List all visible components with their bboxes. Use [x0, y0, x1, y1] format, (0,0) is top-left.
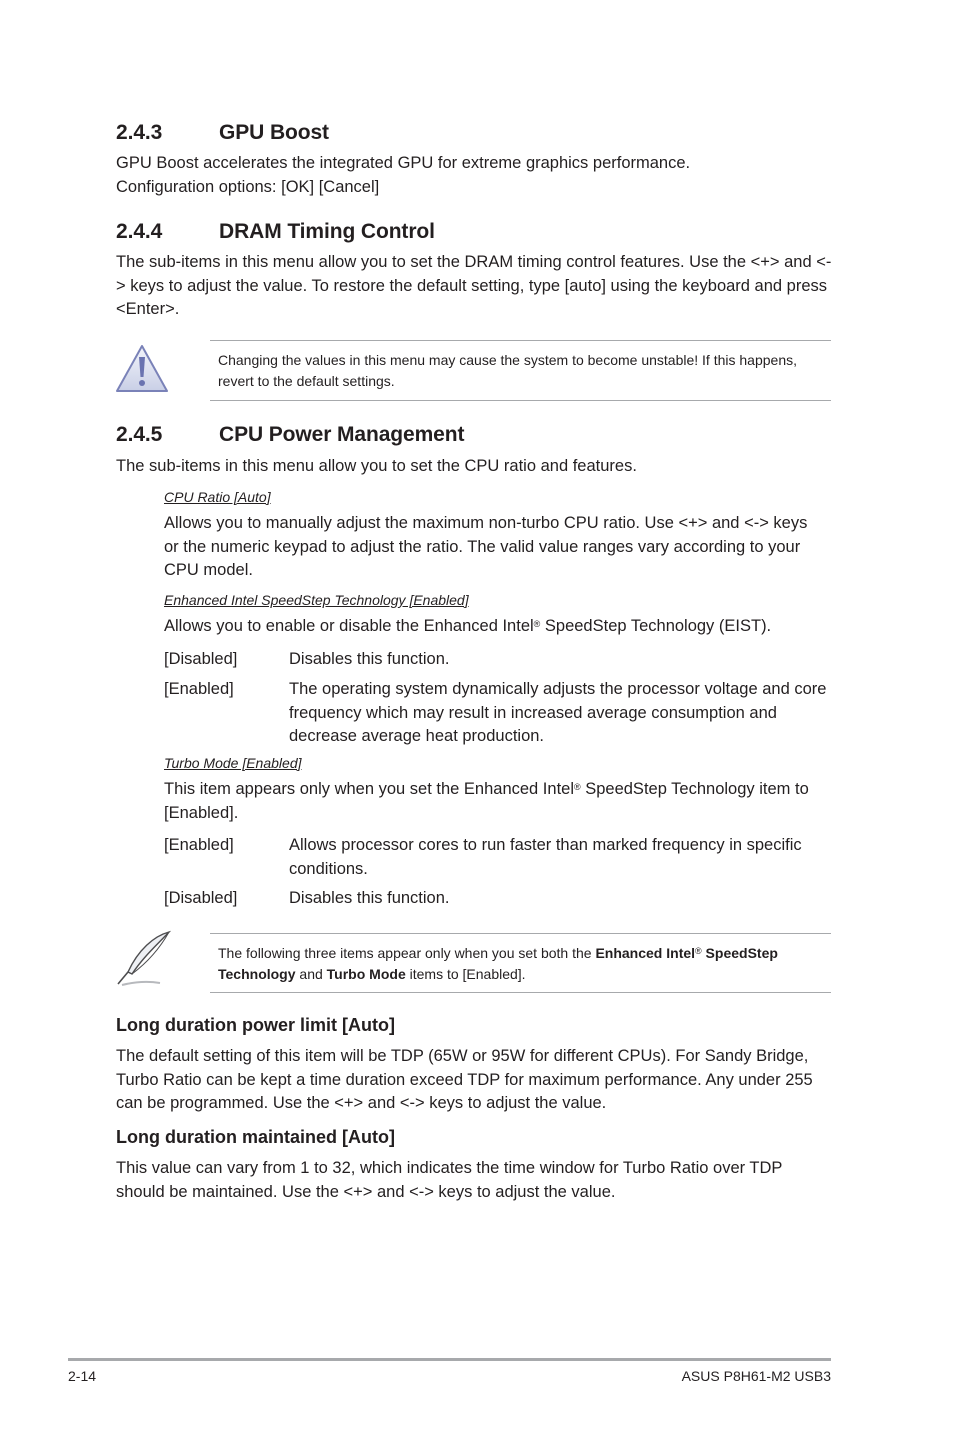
product-name: ASUS P8H61-M2 USB3 [681, 1368, 831, 1384]
cpu-ratio-description: Allows you to manually adjust the maximum non-turbo CPU ratio. Use <+> and <-> keys or the numeric keypad to adjust the ratio. The valid value ranges vary according to your CPU model. [164, 514, 808, 579]
eist-title: Enhanced Intel SpeedStep Technology [Enabled] [164, 592, 469, 608]
section-title: CPU Power Management [219, 423, 465, 446]
section-heading-gpu-boost [116, 121, 516, 147]
gpu-boost-description [116, 152, 831, 199]
section-number: 2.4.5 [116, 423, 163, 446]
turbo-text: This item appears only when you set the Enhanced Intel [164, 780, 574, 798]
turbo-mode-title: Turbo Mode [Enabled] [164, 755, 302, 771]
turbo-text: SpeedStep Technology item to [Enabled]. [164, 780, 809, 822]
eist-description [164, 615, 831, 639]
section-title: GPU Boost [219, 121, 329, 144]
note-text-part: items to [Enabled]. [405, 966, 526, 982]
note-bold-part: Enhanced Intel [595, 945, 696, 961]
note-text [218, 943, 830, 985]
option-value: The operating system dynamically adjusts the processor voltage and core frequency which may result in increased average consumption and decrease average heat production. [289, 680, 827, 745]
section-title: DRAM Timing Control [219, 220, 435, 243]
divider [210, 400, 831, 401]
turbo-mode-description [164, 778, 831, 825]
section-number: 2.4.4 [116, 220, 163, 243]
cpu-ratio-title: CPU Ratio [Auto] [164, 489, 271, 505]
footer-rule [68, 1358, 831, 1361]
divider [210, 933, 831, 934]
note-text-part: The following three items appear only when you set both the [218, 945, 596, 961]
eist-text: Allows you to enable or disable the Enhanced Intel [164, 617, 534, 635]
gpu-boost-options: Configuration options: [OK] [Cancel] [116, 177, 380, 196]
long-maintained-description: This value can vary from 1 to 32, which indicates the time window for Turbo Ratio over TDP should be maintained. Use the <+> and <-> keys to adjust the value. [116, 1159, 783, 1201]
note-bold-part: SpeedStep Technology [218, 945, 778, 982]
option-key: [Disabled] [164, 650, 238, 668]
page-number: 2-14 [68, 1368, 97, 1384]
long-power-limit-heading: Long duration power limit [Auto] [116, 1015, 395, 1035]
section-heading-dram [116, 220, 616, 246]
option-value: Allows processor cores to run faster than marked frequency in specific conditions. [289, 836, 802, 878]
note-bold-part: Turbo Mode [326, 966, 406, 982]
section-number: 2.4.3 [116, 121, 163, 144]
cpu-power-intro: The sub-items in this menu allow you to set the CPU ratio and features. [116, 457, 637, 475]
option-key: [Disabled] [164, 889, 238, 907]
dram-description: The sub-items in this menu allow you to set the DRAM timing control features. Use the <+> and <-> keys to adjust the value. To restore the default setting, type [auto] using the keyboard and press <Enter>. [116, 253, 832, 318]
divider [210, 992, 831, 993]
note-text-part: and [295, 966, 327, 982]
long-power-limit-description: The default setting of this item will be TDP (65W or 95W for different CPUs). For Sandy Bridge, Turbo Ratio can be kept a time duration exceed TDP for maximum performance. Any under 255 can be programmed. Use the <+> and <-> keys to adjust the value. [116, 1047, 813, 1112]
gpu-boost-line: GPU Boost accelerates the integrated GPU for extreme graphics performance. [116, 154, 691, 172]
warning-triangle-icon [114, 343, 170, 395]
registered-mark: ® [695, 946, 702, 956]
divider [210, 340, 831, 341]
registered-mark: ® [533, 619, 541, 629]
eist-text: SpeedStep Technology (EIST). [540, 617, 772, 635]
quill-note-icon [114, 928, 174, 988]
long-maintained-heading: Long duration maintained [Auto] [116, 1127, 395, 1147]
option-value: Disables this function. [289, 650, 450, 668]
warning-text: Changing the values in this menu may cause the system to become unstable! If this happens, revert to the default settings. [218, 352, 797, 389]
section-heading-cpu-power [116, 423, 616, 449]
option-value: Disables this function. [289, 889, 450, 907]
option-key: [Enabled] [164, 836, 234, 854]
registered-mark: ® [574, 782, 581, 792]
option-key: [Enabled] [164, 680, 234, 698]
